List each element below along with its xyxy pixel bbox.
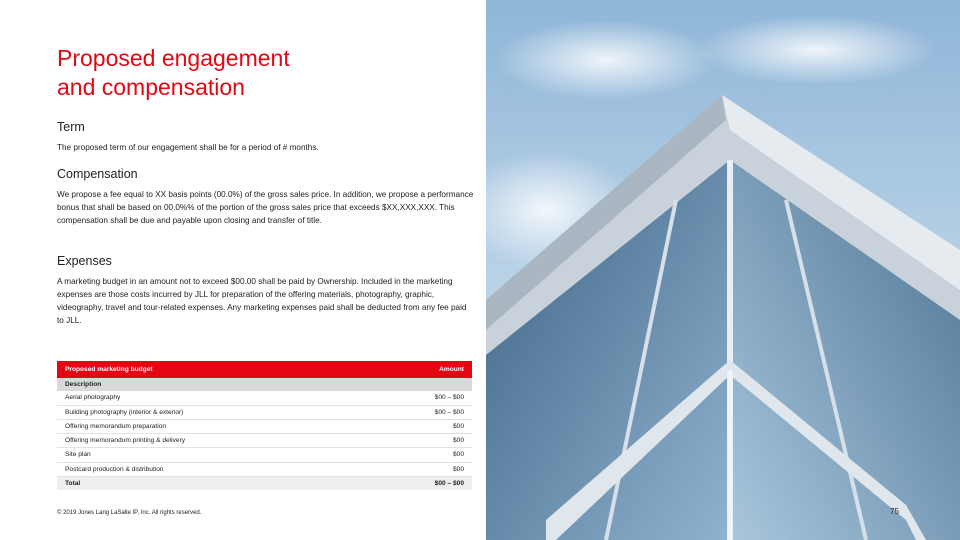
table-row — [57, 434, 472, 448]
row-amount: $00 – $00 — [368, 391, 472, 405]
compensation-heading: Compensation — [57, 167, 138, 181]
compensation-section — [57, 166, 475, 227]
total-amount: $00 – $00 — [368, 477, 472, 491]
row-amount: $00 – $00 — [368, 405, 472, 419]
row-label: Aerial photography — [57, 391, 368, 405]
table-row — [57, 448, 472, 462]
row-label: Offering memorandum printing & delivery — [57, 434, 368, 448]
expenses-body: A marketing budget in an amount not to exceed $00.00 shall be paid by Ownership. Included in the marketing expenses are those costs incurred by JLL for preparation of the offering materials, photography, graphic, videography, travel and tour-related expenses. Any marketing expenses paid shall be deducted from any fee paid to JLL. — [57, 277, 467, 325]
row-amount: $00 — [368, 434, 472, 448]
table-total-row — [57, 477, 472, 491]
table-row — [57, 462, 472, 476]
row-label: Site plan — [57, 448, 368, 462]
page-number: 75 — [890, 507, 899, 516]
title-line-2: and compensation — [57, 74, 245, 100]
table-header-amount: Amount — [368, 361, 472, 378]
copyright-footer: © 2019 Jones Lang LaSalle IP, Inc. All rights reserved. — [57, 510, 202, 516]
row-label: Building photography (interior & exterior) — [57, 405, 368, 419]
page-title — [57, 44, 457, 102]
table-header-label: Proposed marketing budget — [57, 361, 368, 378]
row-label: Postcard production & distribution — [57, 462, 368, 476]
row-amount: $00 — [368, 448, 472, 462]
total-label: Total — [57, 477, 368, 491]
building-photo — [486, 0, 960, 540]
term-section — [57, 119, 475, 154]
expenses-section — [57, 253, 475, 327]
table-row — [57, 405, 472, 419]
row-label: Offering memorandum preparation — [57, 419, 368, 433]
table-header-row — [57, 361, 472, 378]
term-heading: Term — [57, 120, 85, 134]
row-amount: $00 — [368, 462, 472, 476]
expenses-heading: Expenses — [57, 254, 112, 268]
row-amount: $00 — [368, 419, 472, 433]
table-row — [57, 419, 472, 433]
term-body: The proposed term of our engagement shall be for a period of # months. — [57, 143, 319, 152]
compensation-body: We propose a fee equal to XX basis points (00.0%) of the gross sales price. In addition, we propose a performance bonus that shall be based on 00.0%% of the portion of the gross sales price that exceeds $XX,XXX,XXX. This compensation shall be due and payable upon closing and transfer of title. — [57, 190, 474, 225]
table-subheader: Description — [57, 378, 472, 391]
table-subheader-row — [57, 378, 472, 391]
title-line-1: Proposed engagement — [57, 45, 290, 71]
table-row — [57, 391, 472, 405]
marketing-budget-table — [57, 361, 472, 490]
